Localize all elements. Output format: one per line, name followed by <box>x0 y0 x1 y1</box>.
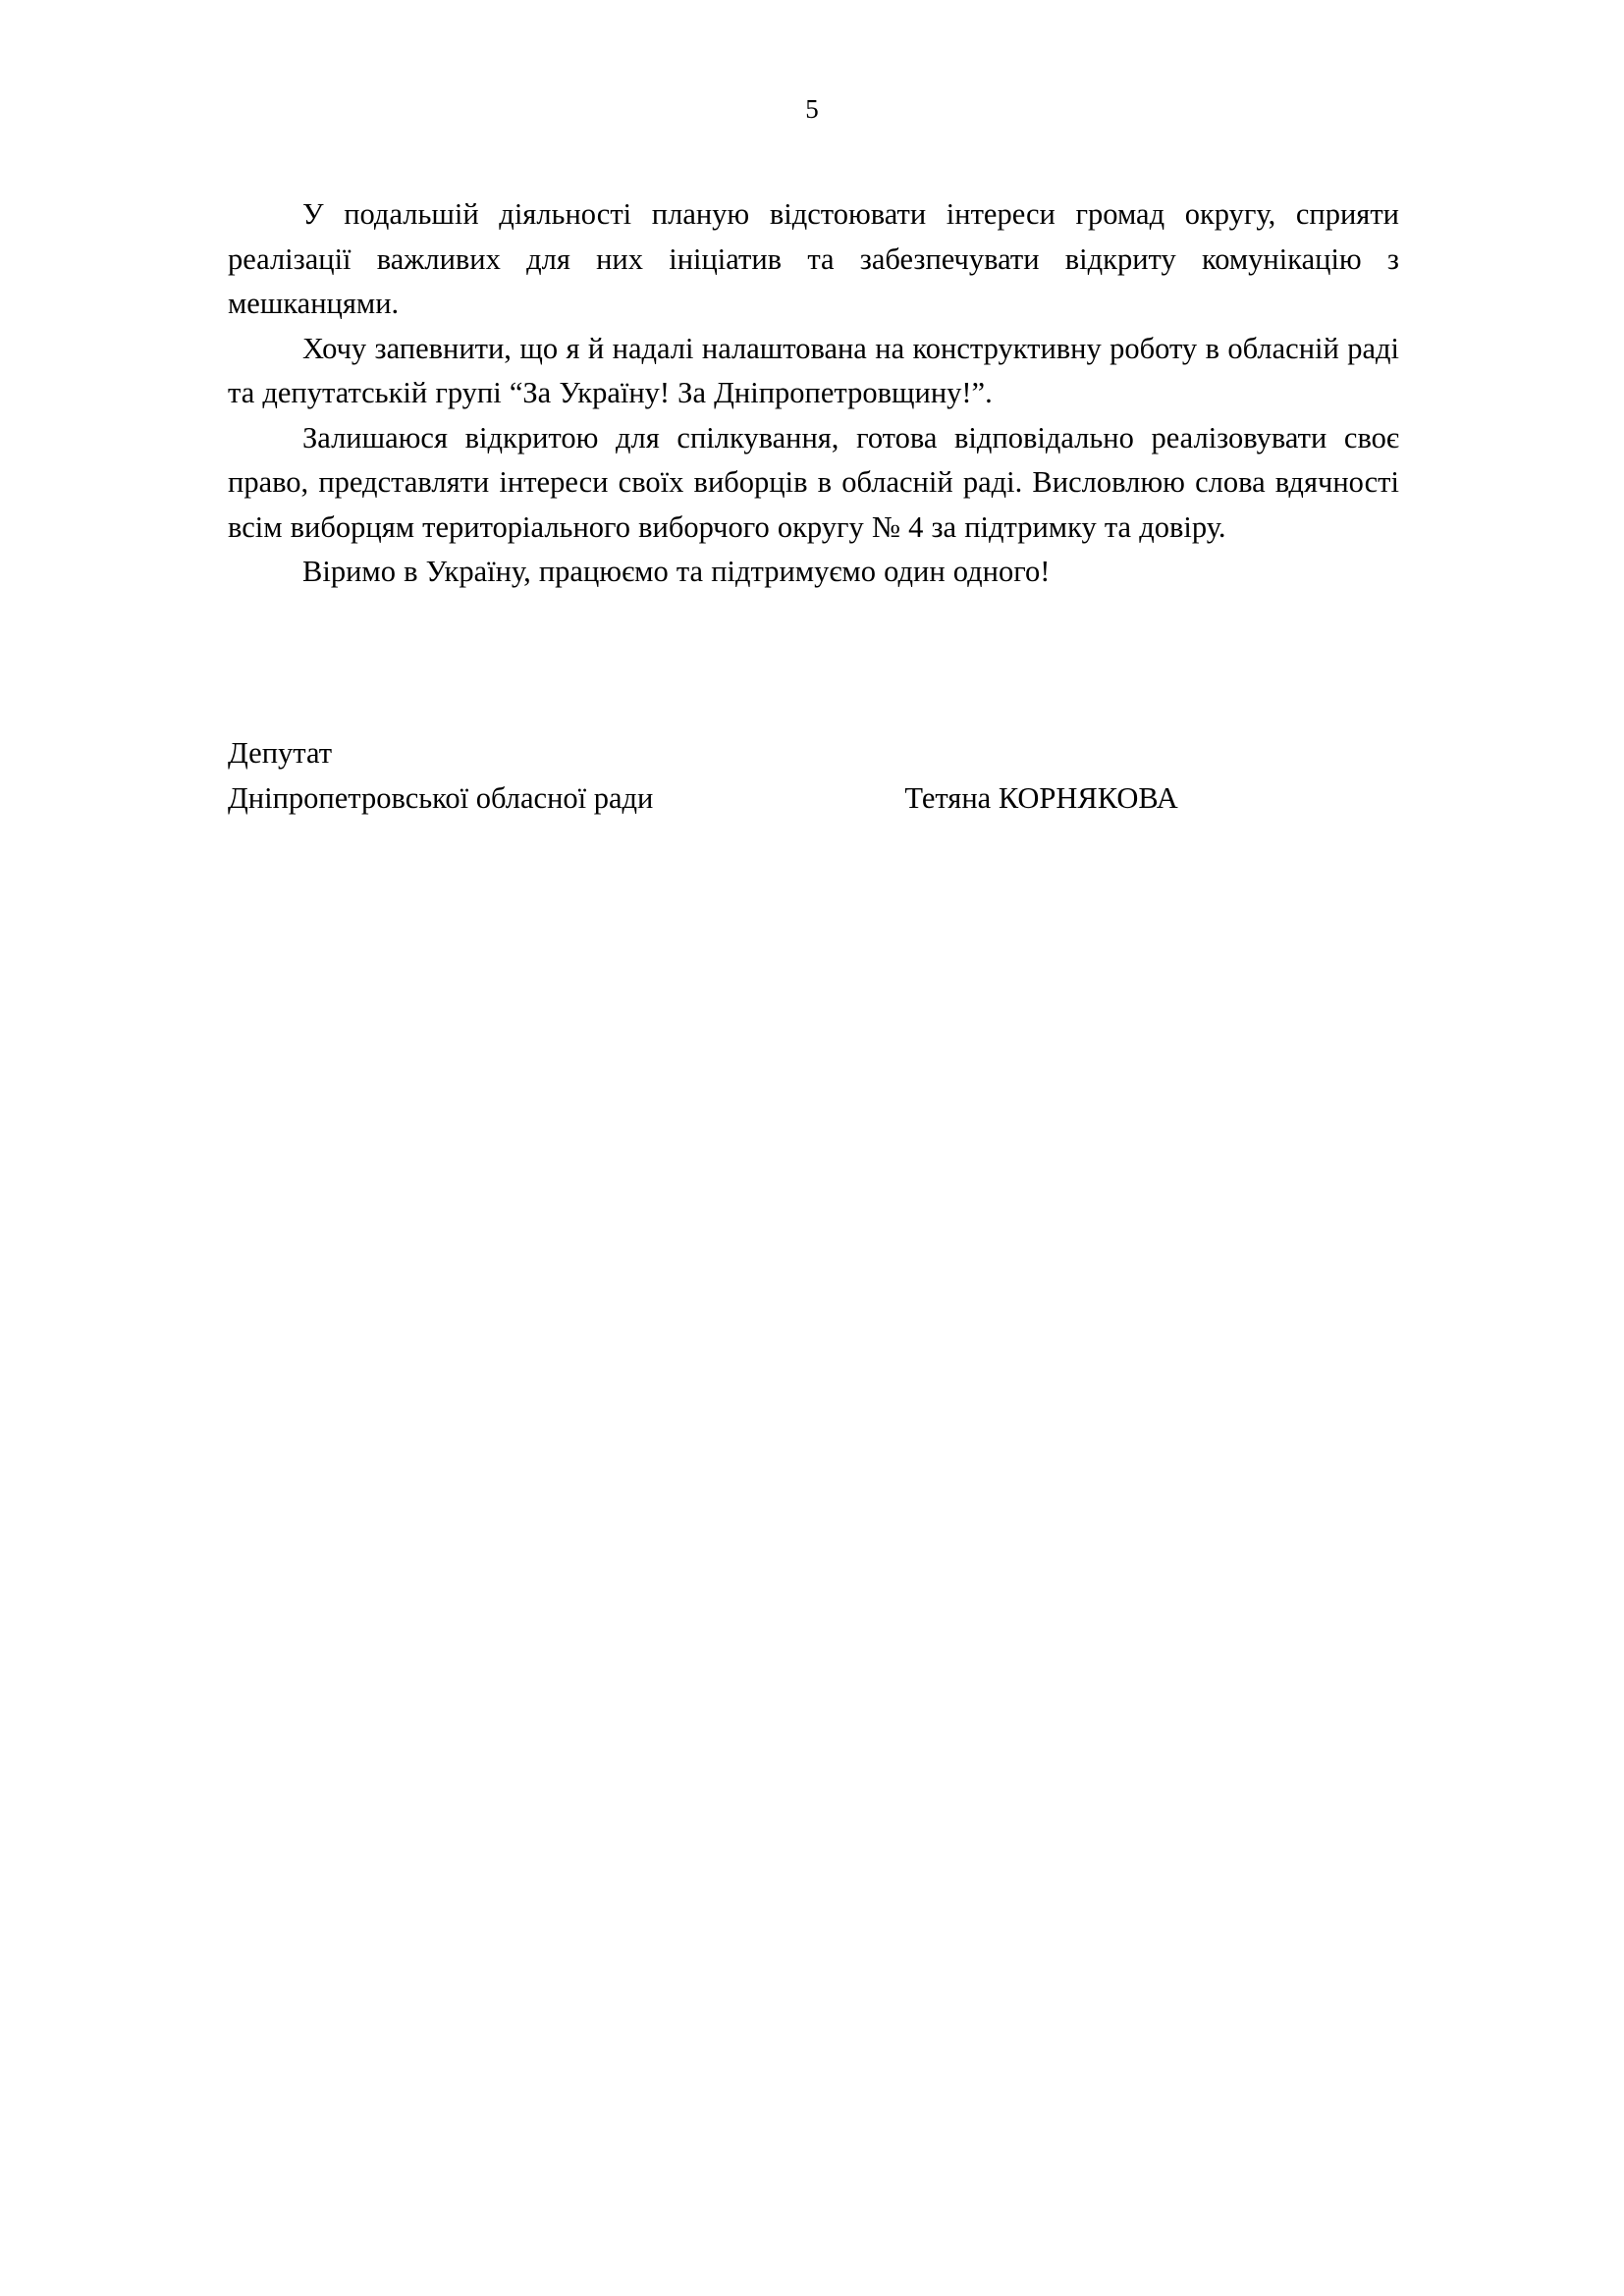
paragraph-2: Хочу запевнити, що я й надалі налаштована на конструктивну роботу в обласній раді та депутатській групі “За Україну! За Дніпропетровщину!”. <box>228 331 1399 409</box>
signature-row <box>228 776 1399 822</box>
paragraph-3: Залишаюся відкритою для спілкування, готова відповідально реалізовувати своє право, представляти інтереси своїх виборців в обласній раді. Висловлюю слова вдячності всім виборцям територіального виборчого округу № 4 за підтримку та довіру. <box>228 420 1399 544</box>
signature-role-line-2: Дніпропетровської обласної ради <box>228 780 654 815</box>
document-body <box>228 192 1399 595</box>
paragraph-4: Віримо в Україну, працюємо та підтримуємо один одного! <box>302 555 1051 588</box>
signature-name: Тетяна КОРНЯКОВА <box>904 780 1178 815</box>
paragraph-1: У подальшій діяльності планую відстоювати інтереси громад округу, сприяти реалізації важливих для них ініціатив та забезпечувати відкриту комунікацію з мешканцями. <box>228 197 1399 320</box>
signature-role-line-1: Депутат <box>228 736 333 770</box>
signature-block <box>228 731 1399 821</box>
page-number: 5 <box>805 94 819 124</box>
